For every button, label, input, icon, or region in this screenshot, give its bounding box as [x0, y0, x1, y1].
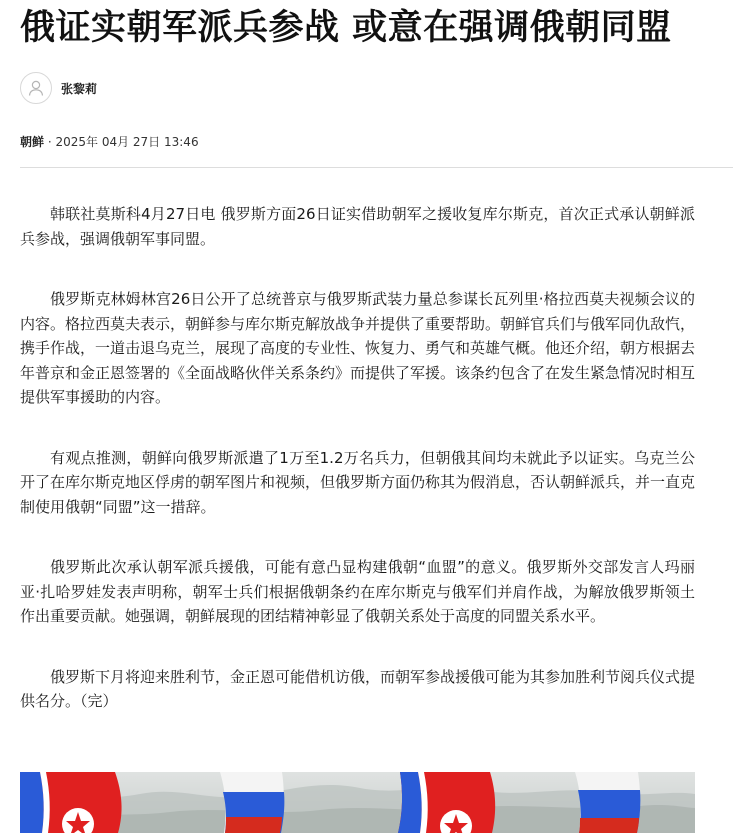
header-divider — [20, 167, 733, 168]
nk-flag-right — [398, 772, 495, 833]
article-photo[interactable] — [20, 772, 695, 833]
author-name[interactable]: 张黎莉 — [61, 81, 98, 96]
ru-flag-right — [575, 772, 640, 833]
nk-flag-left — [20, 772, 122, 833]
person-icon — [27, 79, 45, 97]
body-paragraph: 俄罗斯下月将迎来胜利节，金正恩可能借机访俄，而朝军参战援俄可能为其参加胜利节阅兵仪式提供名分。（完） — [20, 667, 696, 710]
article-body — [20, 202, 695, 750]
user-avatar-icon[interactable] — [20, 72, 52, 104]
meta-separator: · — [44, 135, 56, 149]
body-paragraph: 韩联社莫斯科4月27日电 俄罗斯方面26日证实借助朝军之援收复库尔斯克，首次正式承认朝鲜派兵参战，强调俄朝军事同盟。 — [20, 205, 695, 248]
body-paragraph: 有观点推测，朝鲜向俄罗斯派遣了1万至1.2万名兵力，但朝俄其间均未就此予以证实。乌克兰公开了在库尔斯克地区俘虏的朝军图片和视频，但俄罗斯方面仍称其为假消息，否认朝鲜派兵，并一直克制使用俄朝“同盟”这一措辞。 — [20, 448, 696, 516]
article-title: 俄证实朝军派兵参战 或意在强调俄朝同盟 — [20, 8, 672, 48]
article-meta — [20, 133, 199, 150]
author-row — [20, 71, 97, 105]
body-paragraph: 俄罗斯此次承认朝军派兵援俄，可能有意凸显构建俄朝“血盟”的意义。俄罗斯外交部发言人玛丽亚·扎哈罗娃发表声明称，朝军士兵们根据俄朝条约在库尔斯克与俄军们并肩作战，为解放俄罗斯领土作出重要贡献。她强调，朝鲜展现的团结精神彰显了俄朝关系处于高度的同盟关系水平。 — [20, 558, 695, 625]
body-paragraph: 俄罗斯克林姆林宫26日公开了总统普京与俄罗斯武装力量总参谋长瓦列里·格拉西莫夫视频会议的内容。格拉西莫夫表示，朝鲜参与库尔斯克解放战争并提供了重要帮助。朝鲜官兵们与俄军同仇敌忾，携手作战，一道击退乌克兰，展现了高度的专业性、恢复力、勇气和英雄气概。他还介绍，朝方根据去年普京和金正恩签署的《全面战略伙伴关系条约》而提供了军援。该条约包含了在发生紧急情况时相互提供军事援助的内容。 — [20, 290, 696, 406]
publish-datetime: 2025年 04月 27日 13:46 — [55, 135, 199, 149]
section-label[interactable]: 朝鲜 — [20, 135, 45, 149]
flags-photo-image — [20, 772, 695, 833]
ru-flag-left — [220, 772, 284, 833]
